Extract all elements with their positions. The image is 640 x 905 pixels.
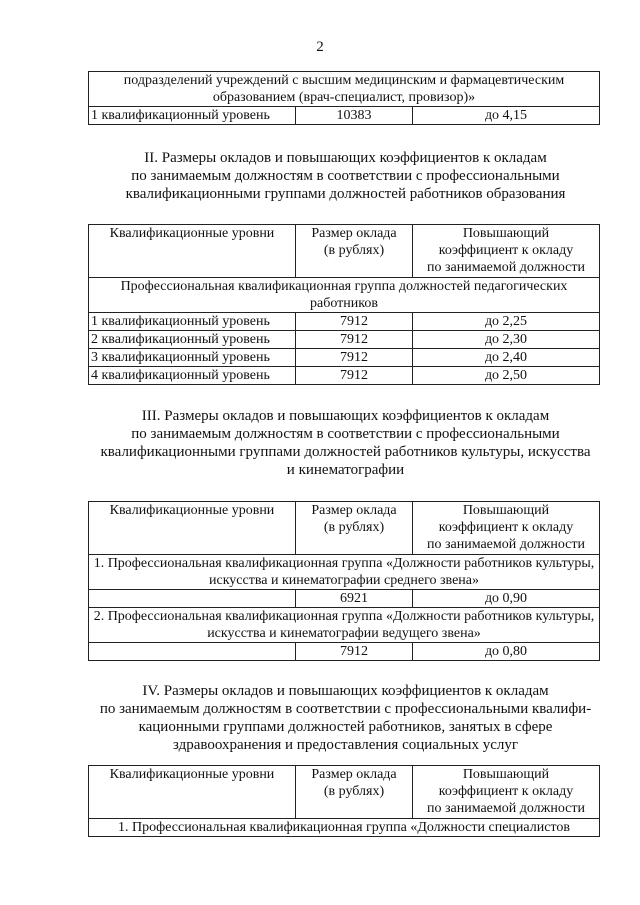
table-header-row [89, 766, 600, 819]
page-number: 2 [316, 39, 324, 55]
table-education [88, 224, 600, 385]
salary-cell: 7912 [296, 313, 413, 331]
header-levels: Квалификационные уровни [89, 225, 296, 278]
header-levels: Квалификационные уровни [89, 766, 296, 819]
section-heading-ii: II. Размеры окладов и повышающих коэффициентов к окладам по занимаемым должностям в соответствии с профессиональными квалификационными группами должностей работников образования [125, 150, 566, 202]
level-cell: 1 квалификационный уровень [89, 107, 296, 125]
coef-cell: до 0,80 [413, 643, 600, 661]
level-cell [89, 643, 296, 661]
header-salary: Размер оклада (в рублях) [296, 225, 413, 278]
coef-cell: до 2,40 [413, 349, 600, 367]
table-healthcare [88, 765, 600, 837]
level-cell [89, 590, 296, 608]
table-culture [88, 501, 600, 661]
table-row [89, 590, 600, 608]
section-heading-iii: III. Размеры окладов и повышающих коэффициентов к окладам по занимаемым должностям в соответствии с профессиональными квалификационными группами должностей работников культуры, искусства и кинематографии [100, 408, 591, 478]
table-intro-cell: подразделений учреждений с высшим медицинским и фармацевтическим образованием (врач-специалист, провизор)» [89, 72, 600, 107]
header-coefficient: Повышающий коэффициент к окладу по занимаемой должности [413, 766, 600, 819]
coef-cell: до 2,50 [413, 367, 600, 385]
coef-cell: до 4,15 [413, 107, 600, 125]
coef-cell: до 2,25 [413, 313, 600, 331]
table-row [89, 349, 600, 367]
coef-cell: до 0,90 [413, 590, 600, 608]
salary-cell: 7912 [296, 643, 413, 661]
salary-cell: 10383 [296, 107, 413, 125]
group-cell: 1. Профессиональная квалификационная группа «Должности специалистов [89, 819, 600, 837]
header-salary: Размер оклада (в рублях) [296, 502, 413, 555]
table-medical-continued [88, 71, 600, 125]
header-levels: Квалификационные уровни [89, 502, 296, 555]
salary-cell: 7912 [296, 331, 413, 349]
table-row [89, 367, 600, 385]
level-cell: 2 квалификационный уровень [89, 331, 296, 349]
table-row [89, 107, 600, 125]
table-row [89, 608, 600, 643]
table-header-row [89, 502, 600, 555]
header-coefficient: Повышающий коэффициент к окладу по занимаемой должности [413, 502, 600, 555]
header-coefficient: Повышающий коэффициент к окладу по занимаемой должности [413, 225, 600, 278]
table-row [89, 643, 600, 661]
salary-cell: 6921 [296, 590, 413, 608]
salary-cell: 7912 [296, 349, 413, 367]
group-cell: 1. Профессиональная квалификационная группа «Должности работников культуры, искусства и кинематографии среднего звена» [89, 555, 600, 590]
header-salary: Размер оклада (в рублях) [296, 766, 413, 819]
table-row [89, 819, 600, 837]
level-cell: 4 квалификационный уровень [89, 367, 296, 385]
table-row [89, 331, 600, 349]
section-heading-iv: IV. Размеры окладов и повышающих коэффициентов к окладам по занимаемым должностям в соответствии с профессиональными квалифи- кационными группами должностей работников, занятых в сфере здравоохранения и предоставления социальных услуг [99, 683, 592, 753]
group-cell: 2. Профессиональная квалификационная группа «Должности работников культуры, искусства и кинематографии ведущего звена» [89, 608, 600, 643]
coef-cell: до 2,30 [413, 331, 600, 349]
table-row [89, 278, 600, 313]
group-cell: Профессиональная квалификационная группа должностей педагогических работников [89, 278, 600, 313]
table-row [89, 72, 600, 107]
level-cell: 3 квалификационный уровень [89, 349, 296, 367]
table-row [89, 555, 600, 590]
table-header-row [89, 225, 600, 278]
table-row [89, 313, 600, 331]
salary-cell: 7912 [296, 367, 413, 385]
level-cell: 1 квалификационный уровень [89, 313, 296, 331]
